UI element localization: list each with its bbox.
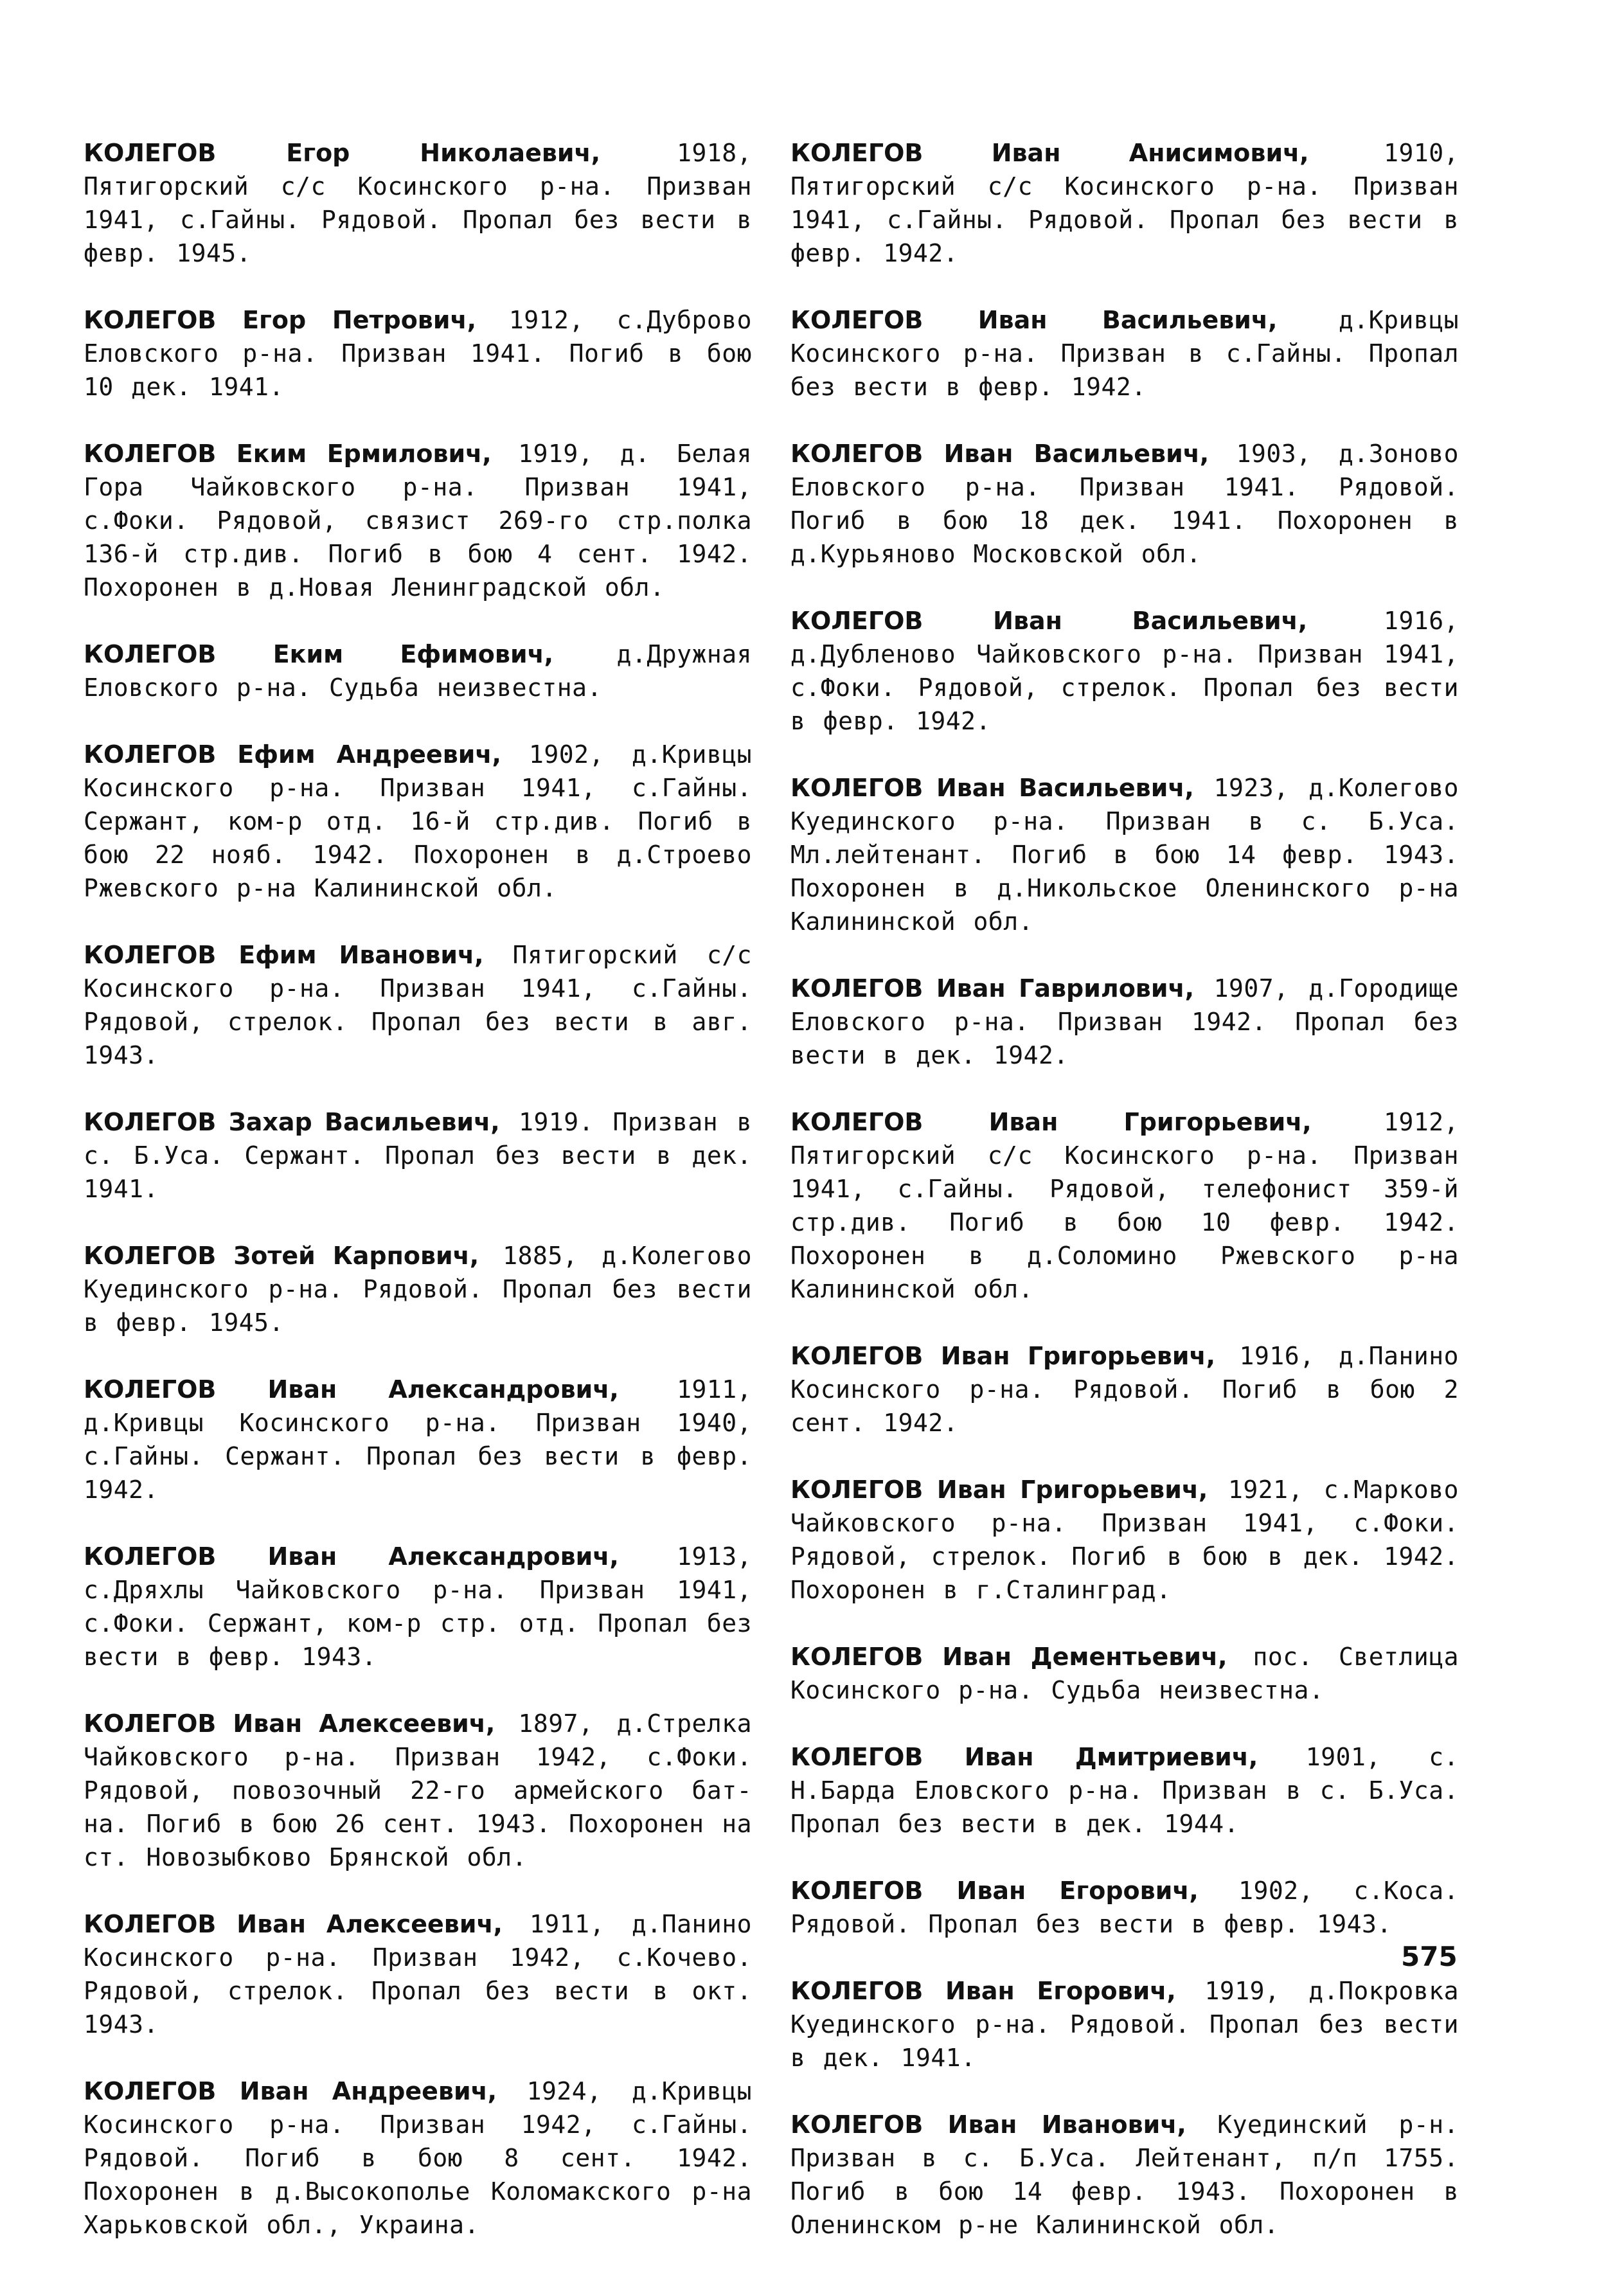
entry-text: д.Кривцы Косинского р-на. Призван в с.Гайны. Пропал без вести в февр. 1942.: [790, 306, 1459, 401]
entry-name: КОЛЕГОВ Зотей Карпович,: [84, 1242, 479, 1270]
entry-name: КОЛЕГОВ Еким Ефимович,: [84, 640, 554, 668]
entry-text: 1910, Пятигорский с/с Косинского р-на. Призван 1941, с.Гайны. Рядовой. Пропал без вести в февр. 1942.: [790, 139, 1459, 267]
entry-name: КОЛЕГОВ Егор Петрович,: [84, 306, 476, 334]
entry-name: КОЛЕГОВ Иван Григорьевич,: [790, 1108, 1312, 1136]
entry: [790, 1105, 1459, 1306]
entry: [790, 1740, 1459, 1841]
entry-text: 1921, с.Марково Чайковского р-на. Призван 1941, с.Фоки. Рядовой, стрелок. Погиб в бою в дек. 1942. Похоронен в г.Сталинград.: [790, 1476, 1459, 1604]
entry-name: КОЛЕГОВ Иван Васильевич,: [790, 774, 1194, 802]
entry-name: КОЛЕГОВ Иван Андреевич,: [84, 2077, 497, 2105]
entry-name: КОЛЕГОВ Иван Васильевич,: [790, 440, 1209, 468]
entry: [790, 1974, 1459, 2074]
entry-text: пос. Светлица Косинского р-на. Судьба неизвестна.: [790, 1643, 1459, 1704]
entry: [790, 1473, 1459, 1607]
entry-text: 1916, д.Панино Косинского р-на. Рядовой. Погиб в бою 2 сент. 1942.: [790, 1342, 1459, 1437]
entry-text: 1903, д.Зоново Еловского р-на. Призван 1941. Рядовой. Погиб в бою 18 дек. 1941. Похоронен в д.Курьяново Московской обл.: [790, 440, 1459, 568]
entry: [84, 638, 752, 704]
entry-text: 1912, Пятигорский с/с Косинского р-на. Призван 1941, с.Гайны. Рядовой, телефонист 359-й стр.див. Погиб в бою 10 февр. 1942. Похоронен в д.Соломино Ржевского р-на Калининской обл.: [790, 1108, 1459, 1303]
entry-text: 1919, д. Белая Гора Чайковского р-на. Призван 1941, с.Фоки. Рядовой, связист 269-го стр.полка 136-й стр.див. Погиб в бою 4 сент. 1942. Похоронен в д.Новая Ленинградской обл.: [84, 440, 752, 602]
entry-name: КОЛЕГОВ Иван Григорьевич,: [790, 1476, 1208, 1504]
entry: [790, 303, 1459, 404]
entry: [84, 1373, 752, 1506]
entry-name: КОЛЕГОВ Иван Егорович,: [790, 1877, 1199, 1905]
entry-text: 1911, д.Кривцы Косинского р-на. Призван 1940, с.Гайны. Сержант. Пропал без вести в февр. 1942.: [84, 1375, 752, 1504]
entry-name: КОЛЕГОВ Иван Егорович,: [790, 1977, 1176, 2005]
entry: [84, 1540, 752, 1673]
entry-text: 1912, с.Дуброво Еловского р-на. Призван 1941. Погиб в бою 10 дек. 1941.: [84, 306, 752, 401]
entry-name: КОЛЕГОВ Захар Васильевич,: [84, 1108, 500, 1136]
entry-text: 1901, с. Н.Барда Еловского р-на. Призван в с. Б.Уса. Пропал без вести в дек. 1944.: [790, 1743, 1459, 1838]
entry-text: 1919, д.Покровка Куединского р-на. Рядовой. Пропал без вести в дек. 1941.: [790, 1977, 1459, 2072]
left-column: [84, 136, 752, 2275]
entry-name: КОЛЕГОВ Иван Иванович,: [790, 2110, 1186, 2139]
entry-name: КОЛЕГОВ Еким Ермилович,: [84, 440, 492, 468]
entry: [790, 136, 1459, 270]
entry-name: КОЛЕГОВ Иван Алексеевич,: [84, 1910, 503, 1938]
entry-text: 1902, д.Кривцы Косинского р-на. Призван 1941, с.Гайны. Сержант, ком-р отд. 16-й стр.див. Погиб в бою 22 нояб. 1942. Похоронен в д.Строево Ржевского р-на Калининской обл.: [84, 740, 753, 902]
entry: [790, 1874, 1459, 1941]
right-column: [790, 136, 1459, 2275]
entry-text: 1918, Пятигорский с/с Косинского р-на. Призван 1941, с.Гайны. Рядовой. Пропал без вести в февр. 1945.: [84, 139, 752, 267]
entry: [84, 2074, 752, 2242]
entry-text: 1907, д.Городище Еловского р-на. Призван 1942. Пропал без вести в дек. 1942.: [790, 974, 1459, 1069]
entry-text: 1897, д.Стрелка Чайковского р-на. Призван 1942, с.Фоки. Рядовой, повозочный 22-го армейского бат-на. Погиб в бою 26 сент. 1943. Похоронен на ст. Новозыбково Брянской обл.: [84, 1709, 752, 1871]
entry-text: 1919. Призван в с. Б.Уса. Сержант. Пропал без вести в дек. 1941.: [84, 1108, 752, 1203]
entry-name: КОЛЕГОВ Иван Григорьевич,: [790, 1342, 1216, 1370]
entry: [84, 303, 752, 404]
entry: [84, 738, 752, 905]
entry-name: КОЛЕГОВ Иван Дмитриевич,: [790, 1743, 1258, 1771]
entry: [790, 972, 1459, 1072]
entry-name: КОЛЕГОВ Иван Александрович,: [84, 1375, 619, 1404]
entry: [84, 938, 752, 1072]
entry: [84, 1707, 752, 1874]
entry: [84, 1239, 752, 1339]
entry-text: 1913, с.Дряхлы Чайковского р-на. Призван 1941, с.Фоки. Сержант, ком-р стр. отд. Пропал без вести в февр. 1943.: [84, 1542, 752, 1671]
entry-name: КОЛЕГОВ Иван Васильевич,: [790, 607, 1308, 635]
entry-name: КОЛЕГОВ Егор Николаевич,: [84, 139, 601, 167]
entry-text: Пятигорский с/с Косинского р-на. Призван 1941, с.Гайны. Рядовой, стрелок. Пропал без вести в авг. 1943.: [84, 941, 752, 1069]
entry: [790, 1640, 1459, 1707]
entry-name: КОЛЕГОВ Иван Анисимович,: [790, 139, 1309, 167]
entry-text: 1916, д.Дубленово Чайковского р-на. Призван 1941, с.Фоки. Рядовой, стрелок. Пропал без вести в февр. 1942.: [790, 607, 1459, 735]
entry: [84, 1105, 752, 1206]
entry: [790, 1339, 1459, 1440]
page-number: 575: [1401, 1941, 1458, 1972]
entry: [790, 771, 1459, 938]
entry-name: КОЛЕГОВ Иван Гаврилович,: [790, 974, 1194, 1003]
entry: [790, 2108, 1459, 2242]
entry: [790, 437, 1459, 571]
entry-name: КОЛЕГОВ Иван Алексеевич,: [84, 1709, 495, 1738]
entry-name: КОЛЕГОВ Ефим Иванович,: [84, 941, 484, 969]
entry: [84, 1907, 752, 2041]
entry-text: Куединский р-н. Призван в с. Б.Уса. Лейтенант, п/п 1755. Погиб в бою 14 февр. 1943. Похоронен в Оленинском р-не Калининской обл.: [790, 2110, 1459, 2239]
entry-text: 1911, д.Панино Косинского р-на. Призван 1942, с.Кочево. Рядовой, стрелок. Пропал без вести в окт. 1943.: [84, 1910, 752, 2039]
entry-text: 1902, с.Коса. Рядовой. Пропал без вести в февр. 1943.: [790, 1877, 1459, 1938]
entry: [790, 604, 1459, 738]
entry-name: КОЛЕГОВ Ефим Андреевич,: [84, 740, 501, 769]
entry-text: д.Дружная Еловского р-на. Судьба неизвестна.: [84, 640, 752, 702]
entry-name: КОЛЕГОВ Иван Васильевич,: [790, 306, 1278, 334]
entry-text: 1923, д.Колегово Куединского р-на. Призван в с. Б.Уса. Мл.лейтенант. Погиб в бою 14 февр. 1943. Похоронен в д.Никольское Оленинского р-на Калининской обл.: [790, 774, 1459, 936]
entry-text: 1885, д.Колегово Куединского р-на. Рядовой. Пропал без вести в февр. 1945.: [84, 1242, 752, 1337]
entry-text: 1924, д.Кривцы Косинского р-на. Призван 1942, с.Гайны. Рядовой. Погиб в бою 8 сент. 1942. Похоронен в д.Высокополье Коломакского р-на Харьковской обл., Украина.: [84, 2077, 752, 2239]
entry-name: КОЛЕГОВ Иван Александрович,: [84, 1542, 619, 1571]
entry-name: КОЛЕГОВ Иван Дементьевич,: [790, 1643, 1227, 1671]
entry: [84, 136, 752, 270]
entry: [84, 437, 752, 604]
